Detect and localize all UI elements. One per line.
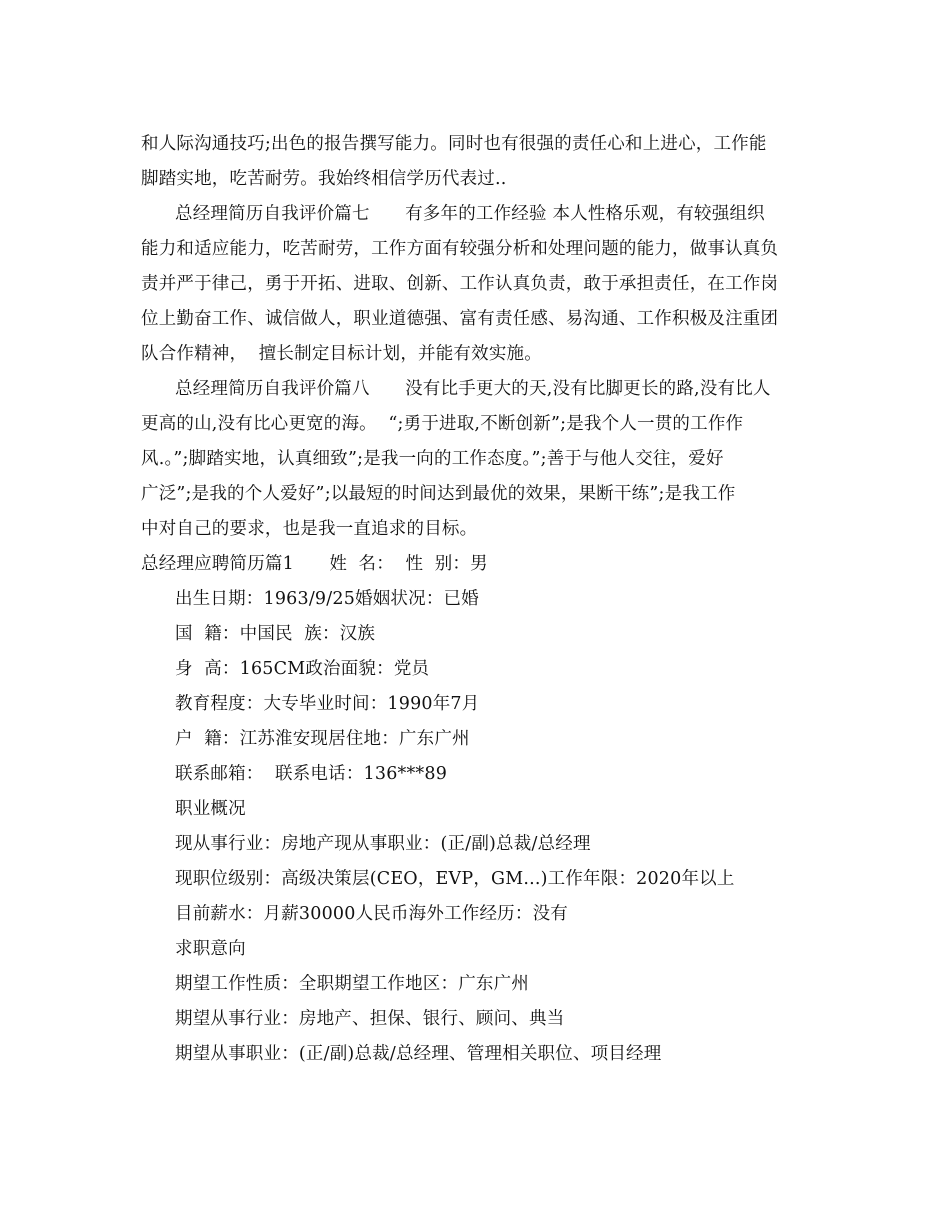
paragraph-3-line-3: 风.。”;脚踏实地，认真细致”;是我一向的工作态度。”;善于与他人交往，爱好 xyxy=(141,449,724,469)
resume-item-expected-nature: 期望工作性质：全职期望工作地区：广东广州 xyxy=(175,974,529,994)
paragraph-2-line-5: 队合作精神， 擅长制定目标计划，并能有效实施。 xyxy=(141,344,542,364)
paragraph-1-line-2: 脚踏实地，吃苦耐劳。我始终相信学历代表过.. xyxy=(141,169,507,189)
paragraph-1-line-1: 和人际沟通技巧;出色的报告撰写能力。同时也有很强的责任心和上进心，工作能 xyxy=(141,134,767,154)
resume-item-salary: 目前薪水：月薪30000人民币海外工作经历：没有 xyxy=(175,904,568,924)
paragraph-3-line-2: 更高的山,没有比心更宽的海。 “;勇于进取,不断创新”;是我个人一贯的工作作 xyxy=(141,414,744,434)
resume-item-nationality: 国 籍：中国民 族：汉族 xyxy=(175,624,376,644)
paragraph-3-line-5: 中对自己的要求，也是我一直追求的目标。 xyxy=(141,519,478,539)
resume-item-birth-date: 出生日期：1963/9/25婚姻状况：已婚 xyxy=(175,589,479,609)
paragraph-3-line-1: 总经理简历自我评价篇八 没有比手更大的天,没有比脚更长的路,没有比人 xyxy=(175,379,771,399)
paragraph-2-line-1: 总经理简历自我评价篇七 有多年的工作经验 本人性格乐观，有较强组织 xyxy=(175,204,765,224)
resume-item-height: 身 高：165CM政治面貌：党员 xyxy=(175,659,430,679)
resume-item-household: 户 籍：江苏淮安现居住地：广东广州 xyxy=(175,729,470,749)
resume-item-current-industry: 现从事行业：房地产现从事职业：(正/副)总裁/总经理 xyxy=(175,834,591,854)
resume-item-expected-industry: 期望从事行业：房地产、担保、银行、顾问、典当 xyxy=(175,1009,565,1029)
paragraph-2-line-3: 责并严于律己，勇于开拓、进取、创新、工作认真负责，敢于承担责任，在工作岗 xyxy=(141,274,779,294)
resume-heading: 总经理应聘简历篇1 姓 名： 性 别：男 xyxy=(141,554,488,574)
paragraph-2-line-4: 位上勤奋工作、诚信做人，职业道德强、富有责任感、易沟通、工作积极及注重团 xyxy=(141,309,779,329)
paragraph-2-line-2: 能力和适应能力，吃苦耐劳，工作方面有较强分析和处理问题的能力，做事认真负 xyxy=(141,239,779,259)
resume-section-job-intention: 求职意向 xyxy=(175,939,246,959)
paragraph-3-line-4: 广泛”;是我的个人爱好”;以最短的时间达到最优的效果，果断干练”;是我工作 xyxy=(141,484,736,504)
resume-item-expected-position: 期望从事职业：(正/副)总裁/总经理、管理相关职位、项目经理 xyxy=(175,1044,662,1064)
resume-item-education: 教育程度：大专毕业时间：1990年7月 xyxy=(175,694,480,714)
resume-section-career-overview: 职业概况 xyxy=(175,799,246,819)
resume-item-contact: 联系邮箱： 联系电话：136***89 xyxy=(175,764,448,784)
resume-item-position-level: 现职位级别：高级决策层(CEO，EVP，GM...)工作年限：2020年以上 xyxy=(175,869,735,889)
